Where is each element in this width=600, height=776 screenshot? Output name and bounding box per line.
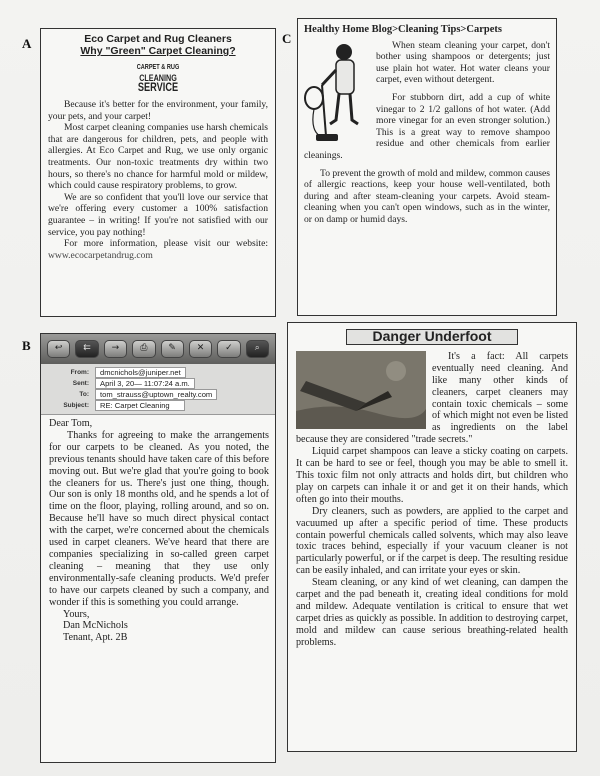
blog-cleaning-tips: [297, 18, 557, 316]
blog-paragraph-3: To prevent the growth of mold and mildew, common causes of allergic reactions, keep your house well-ventilated, both during and after steam-cleaning your carpets. Avoid steam-cleaning when you can't open windows, such as in the winter, or on damp or humid days.: [304, 167, 550, 225]
label-a: A: [22, 36, 32, 51]
carpet-photo-graphic: [296, 351, 426, 429]
email-toolbar: [41, 334, 275, 364]
email-signature-title: Tenant, Apt. 2B: [63, 632, 128, 644]
subject-field[interactable]: RE: Carpet Cleaning: [95, 400, 185, 411]
from-row: [45, 367, 271, 378]
blog-paragraph-1: When steam cleaning your carpet, don't bother using shampoos or detergents; just use plain hot water. Hot water cleans your carpet, even without detergent.: [376, 39, 550, 86]
ad-eco-carpet: [40, 28, 276, 317]
ad-paragraph-3: We are so confident that you'll love our service that we're offering every customer a 100% satisfaction guarantee – in writing! If you're not satisfied with our service, you pay nothing!: [48, 191, 268, 238]
article-heading: Danger Underfoot: [346, 329, 518, 345]
to-field[interactable]: tom_strauss@uptown_realty.com: [95, 389, 217, 400]
blog-paragraph-2: For stubborn dirt, add a cup of white vinegar to 2 1/2 gallons of hot water. (Add more vinegar for an even stronger solution.) This is a great way to remove shampoo residue and other chemicals from earlier cleanings.: [304, 91, 550, 161]
email-paragraph: Thanks for agreeing to make the arrangements for our carpets to be cleaned. As you noted, the previous tenants should have taken care of this before moving out. But we're glad that you're going to book the cleaners for us. There's just one thing, though. Our son is only 18 months old, and he spends a lot of time on the floor, playing, rolling around, and so on. Because he'll have so much direct physical contact with the carpet, we're concerned about the chemicals used in carpet cleaners. We've heard that there are companies specializing in so-called green carpet cleaning – meaning that they use only environmentally-safe cleaning products. We'd prefer to have our carpets cleaned by such a company, and wonder if this is something you could arrange.: [49, 429, 269, 608]
blog-breadcrumb: Healthy Home Blog>Cleaning Tips>Carpets: [304, 24, 502, 35]
ad-subtitle: Why "Green" Carpet Cleaning?: [80, 45, 236, 57]
ad-website-text: For more information, please visit our website:: [64, 238, 268, 250]
ad-paragraph-2: Most carpet cleaning companies use harsh chemicals that are dangerous for children, pets, and people with allergies. At Eco Carpet and Rug, we use only organic treatments. Our non-toxic treatments dry within two hours, so there's no chance for harmful mold or mildew, which could cause respiratory problems, to grow.: [48, 122, 268, 192]
article-paragraph-1: It's a fact: All carpets eventually need cleaning. And like many other kinds of cleaners, carpet cleaners may contain toxic chemicals – some of which might not even be listed as ingredients on the label because they are considered "trade secrets.": [296, 350, 568, 446]
ad-paragraph-4: [48, 238, 268, 261]
email-body: [41, 415, 275, 644]
cleaning-service-logo: [70, 63, 246, 93]
reply-icon[interactable]: ↩: [47, 340, 70, 358]
article-paragraph-4: Steam cleaning, or any kind of wet cleaning, can dampen the carpet and the pad beneath it, creating ideal conditions for mold and mildew. Adequate ventilation is critical to ensure that wet carpet dries as quickly as possible. In addition to destroying carpet, mold and mildew can cause serious breathing-related health problems.: [296, 577, 568, 648]
search-icon[interactable]: ⌕: [246, 340, 269, 358]
email-salutation: Dear Tom,: [49, 418, 93, 429]
to-row: [45, 389, 271, 400]
ad-paragraph-1: Because it's better for the environment, your family, your pets, and your carpet!: [48, 99, 268, 122]
article-paragraph-3: Dry cleaners, such as powders, are applied to the carpet and vacuumed up after a specific period of time. These products contain powerful chemicals called solvents, which may also leave toxic traces behind, especially if your vacuum cleaner is not particularly powerful, or if the carpet is deep. The resulting residue can be easily inhaled, and can irritate your eyes or skin.: [296, 505, 568, 577]
reply-all-icon[interactable]: ⇇: [75, 340, 98, 358]
email-headers: [41, 364, 275, 415]
label-c: C: [282, 31, 292, 46]
from-label: From:: [70, 369, 89, 376]
email-message: [40, 333, 276, 763]
email-signature-name: Dan McNichols: [63, 620, 128, 632]
person-vacuuming-illustration: [302, 40, 370, 148]
label-b: B: [22, 338, 31, 353]
subject-label: Subject:: [63, 402, 89, 409]
sent-field[interactable]: April 3, 20— 11:07:24 a.m.: [95, 378, 195, 389]
article-danger-underfoot: [287, 322, 577, 752]
forward-icon[interactable]: →: [104, 340, 127, 358]
from-field[interactable]: dmcnichols@juniper.net: [95, 367, 186, 378]
mark-icon[interactable]: ✓: [217, 340, 240, 358]
subject-row: [45, 400, 271, 411]
attach-icon[interactable]: ✎: [161, 340, 184, 358]
sent-row: [45, 378, 271, 389]
to-label: To:: [79, 391, 89, 398]
logo-line-2: CLEANING: [139, 73, 177, 83]
sent-label: Sent:: [72, 380, 89, 387]
email-closing: Yours,: [63, 608, 90, 620]
carpet-cleaning-photo: [296, 351, 426, 429]
logo-line-3: SERVICE: [137, 82, 179, 94]
delete-icon[interactable]: ✕: [189, 340, 212, 358]
print-icon[interactable]: ⎙: [132, 340, 155, 358]
ad-website-link[interactable]: www.ecocarpetandrug.com: [48, 249, 153, 261]
article-paragraph-2: Liquid carpet shampoos can leave a sticky coating on carpets. It can be hard to see or feel, though you may be able to smell it. This toxic film not only attracts and holds dirt, but children who play on carpets can inhale it or and get it on their hands, which often go into their mouths.: [296, 446, 568, 505]
ad-title: Eco Carpet and Rug Cleaners: [84, 33, 232, 45]
logo-line-1: CARPET & RUG: [136, 64, 180, 71]
